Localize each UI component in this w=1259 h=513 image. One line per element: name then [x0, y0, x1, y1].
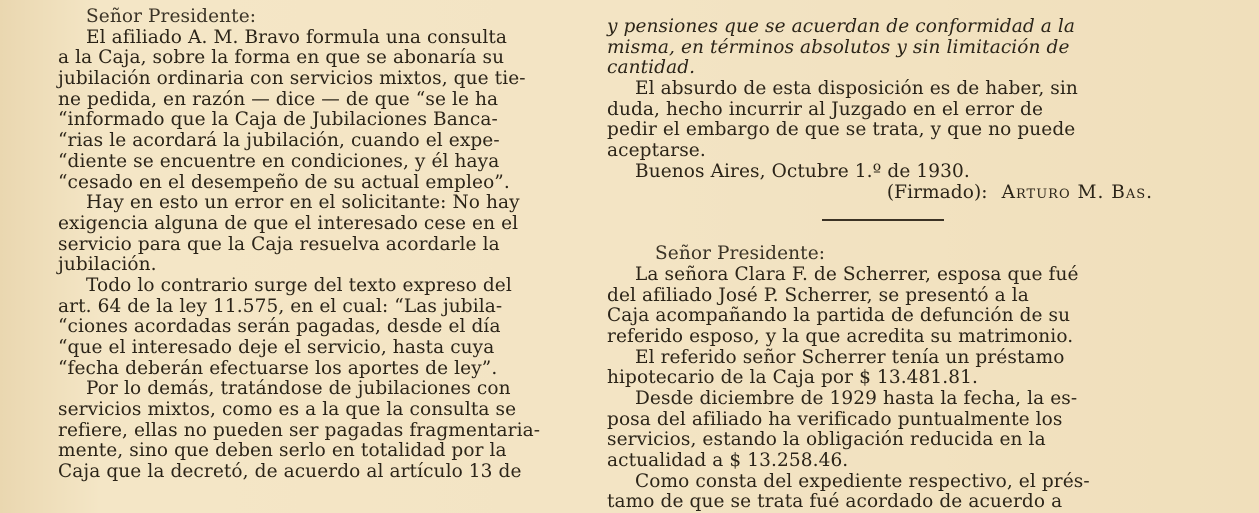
text-line: aceptarse.: [607, 140, 706, 162]
left-paragraphs: [58, 28, 580, 483]
text-line: “cesado en el desempeño de su actual empleo”.: [58, 171, 510, 193]
salutation-second: Señor Presidente:: [655, 243, 826, 265]
right-paragraphs-bottom: [607, 265, 1155, 513]
text-line: servicio para que la Caja resuelva acordarle la: [58, 233, 500, 255]
text-line: Caja acompañando la partida de defunción de su: [607, 305, 1071, 327]
text-line: jubilación.: [58, 254, 157, 276]
text-line: Todo lo contrario surge del texto expreso del: [86, 274, 512, 296]
text-line: tamo de que se trata fué acordado de acuerdo a: [607, 491, 1063, 513]
text-line: ne pedida, en razón — dice — de que “se le ha: [58, 88, 499, 110]
text-line: “diente se encuentre en condiciones, y él haya: [58, 150, 500, 172]
text-line: Desde diciembre de 1929 hasta la fecha, la es-: [635, 388, 1078, 409]
text-line: jubilación ordinaria con servicios mixtos, que tie-: [58, 68, 526, 90]
text-line: servicios mixtos, como es a la que la consulta se: [58, 399, 517, 421]
text-line: “que el interesado deje el servicio, hasta cuya: [58, 337, 495, 358]
text-line: posa del afiliado ha verificado puntualmente los: [607, 408, 1063, 430]
right-paragraphs-top: [607, 17, 1155, 183]
signature-line: [607, 183, 1155, 204]
text-line: duda, hecho incurrir al Juzgado en el error de: [607, 98, 1043, 120]
text-line: Caja que la decretó, de acuerdo al artículo 13 de: [58, 461, 522, 483]
text-line: referido esposo, y la que acredita su matrimonio.: [607, 325, 1074, 347]
section-divider: [822, 219, 944, 221]
text-line: del afiliado José P. Scherrer, se presentó a la: [607, 284, 1029, 306]
signature-prefix: (Firmado):: [886, 181, 988, 203]
text-line: y pensiones que se acuerdan de conformidad a la: [607, 16, 1076, 37]
text-line: servicios, estando la obligación reducida en la: [607, 429, 1046, 451]
text-line: pedir el embargo de que se trata, y que no puede: [607, 119, 1076, 141]
right-column: [607, 17, 1155, 513]
text-line: “rias le acordará la jubilación, cuando el expe-: [58, 130, 500, 152]
text-line: mente, sino que deben serlo en totalidad por la: [58, 440, 507, 462]
signature-name: Arturo M. Bas.: [1001, 181, 1153, 203]
text-line: El referido señor Scherrer tenía un préstamo: [635, 346, 1065, 368]
salutation: Señor Presidente:: [86, 6, 257, 27]
text-line: “informado que la Caja de Jubilaciones Banca-: [58, 109, 498, 131]
text-line: La señora Clara F. de Scherrer, esposa que fué: [635, 263, 1079, 285]
text-line: actualidad a $ 13.258.46.: [607, 450, 849, 472]
text-line: El absurdo de esta disposición es de haber, sin: [635, 78, 1078, 100]
text-line: Hay en esto un error en el solicitante: No hay: [86, 192, 520, 214]
text-line: Como consta del expediente respectivo, el prés-: [635, 470, 1090, 492]
text-line: hipotecario de la Caja por $ 13.481.81.: [607, 367, 978, 389]
text-line: misma, en términos absolutos y sin limitación de: [607, 36, 1070, 58]
left-column: [58, 7, 580, 483]
text-line: “fecha deberán efectuarse los aportes de ley”.: [58, 357, 498, 379]
text-line: El afiliado A. M. Bravo formula una consulta: [86, 26, 508, 48]
text-line: a la Caja, sobre la forma en que se abonaría su: [58, 47, 505, 69]
text-line: Por lo demás, tratándose de jubilaciones con: [86, 378, 511, 400]
text-line: exigencia alguna de que el interesado cese en el: [58, 212, 519, 234]
text-line: refiere, ellas no pueden ser pagadas fragmentaria-: [58, 419, 541, 441]
text-line: art. 64 de la ley 11.575, en el cual: “Las jubila-: [58, 295, 503, 317]
text-line: Buenos Aires, Octubre 1.º de 1930.: [635, 160, 970, 182]
text-line: cantidad.: [607, 57, 696, 79]
text-line: “ciones acordadas serán pagadas, desde el día: [58, 316, 501, 338]
